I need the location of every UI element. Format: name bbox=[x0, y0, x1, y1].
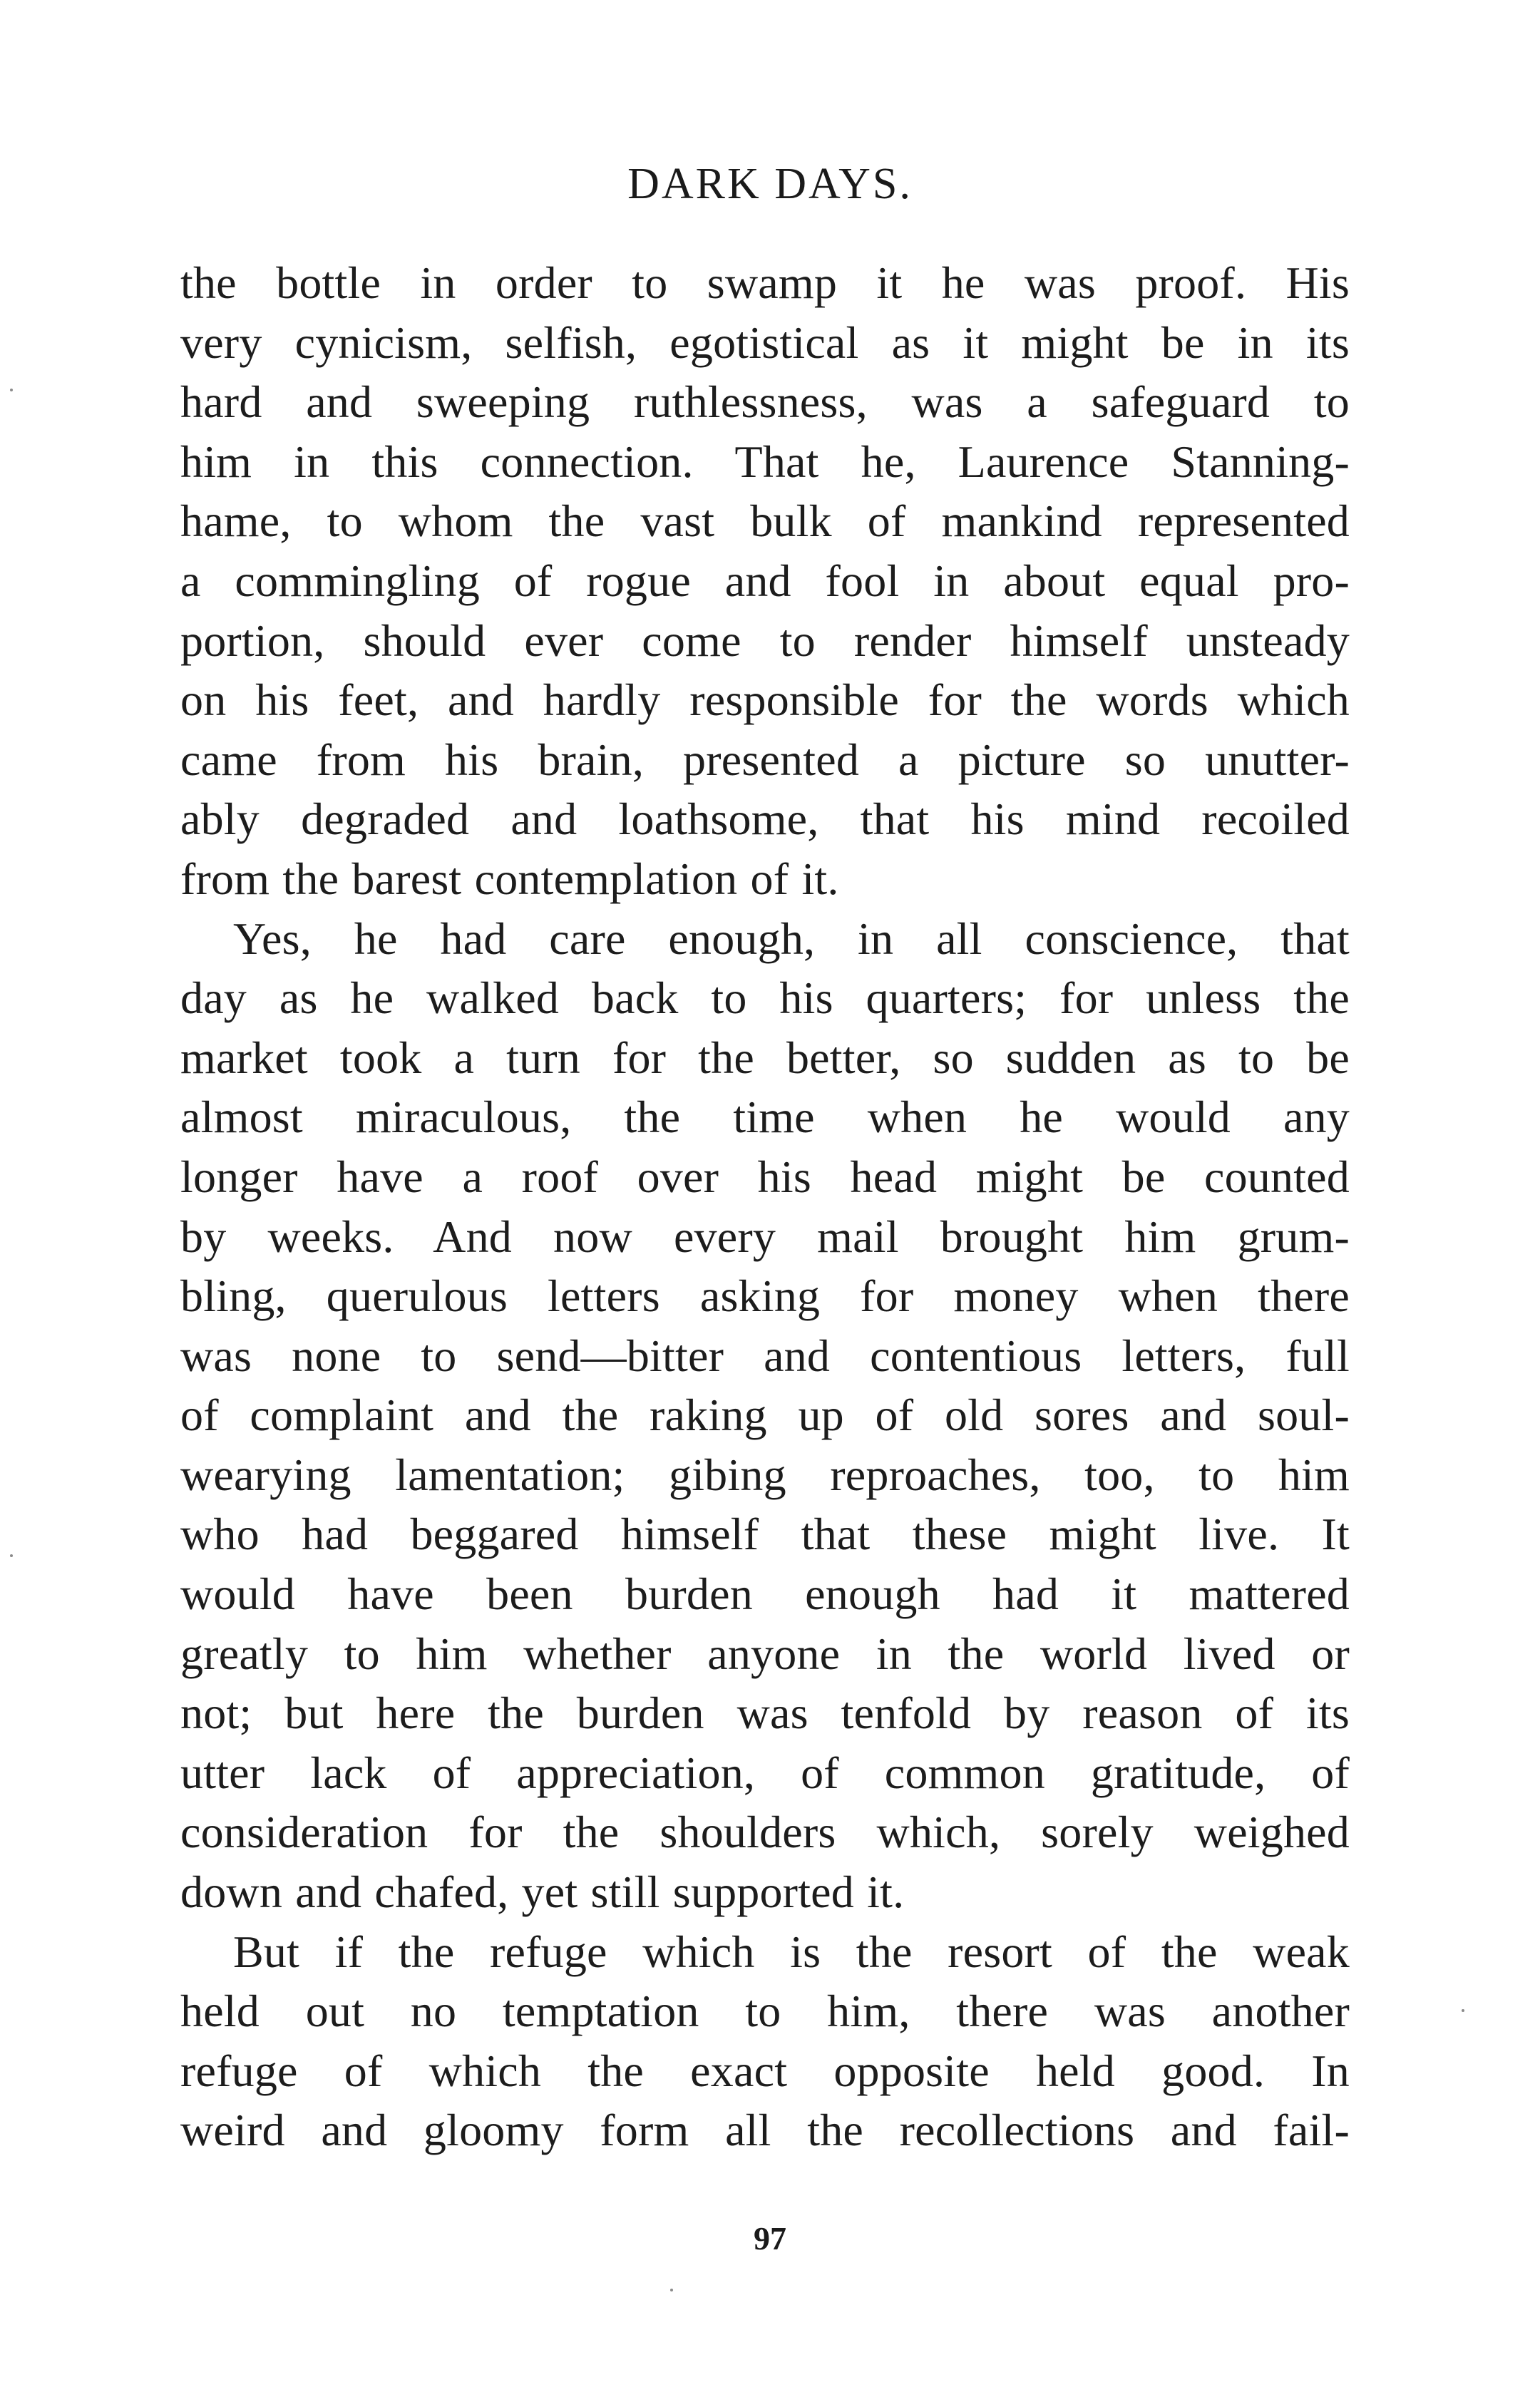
scan-speck bbox=[670, 2289, 673, 2291]
text-line: consideration for the shoulders which, sorely weighed bbox=[180, 1807, 1350, 1858]
text-line: portion, should ever come to render himself unsteady bbox=[180, 615, 1350, 666]
text-line: on his feet, and hardly responsible for the words which bbox=[180, 674, 1350, 726]
scan-speck bbox=[10, 1554, 13, 1557]
text-line: utter lack of appreciation, of common gratitude, of bbox=[180, 1747, 1350, 1798]
text-line: came from his brain, presented a picture so unutter- bbox=[180, 734, 1350, 785]
paragraph-3 bbox=[180, 1922, 1350, 2160]
body-text bbox=[180, 253, 1350, 2160]
text-line: the bottle in order to swamp it he was proof. His bbox=[180, 257, 1350, 308]
text-line: bling, querulous letters asking for money when there bbox=[180, 1271, 1350, 1322]
text-line: held out no temptation to him, there was another bbox=[180, 1986, 1350, 2037]
text-line: refuge of which the exact opposite held good. In bbox=[180, 2045, 1350, 2096]
text-line: very cynicism, selfish, egotistical as it might be in its bbox=[180, 317, 1350, 368]
page-number: 97 bbox=[754, 2220, 786, 2257]
text-line: weird and gloomy form all the recollections and fail- bbox=[180, 2105, 1350, 2156]
text-line: would have been burden enough had it mattered bbox=[180, 1569, 1350, 1620]
paragraph-1 bbox=[180, 253, 1350, 909]
scan-speck bbox=[10, 389, 13, 391]
text-line: hame, to whom the vast bulk of mankind represented bbox=[180, 496, 1350, 547]
text-line: not; but here the burden was tenfold by reason of its bbox=[180, 1688, 1350, 1739]
text-line: ably degraded and loathsome, that his mind recoiled bbox=[180, 794, 1350, 845]
text-line: But if the refuge which is the resort of the weak bbox=[233, 1926, 1350, 1977]
text-line: day as he walked back to his quarters; for unless the bbox=[180, 972, 1350, 1024]
text-line: down and chafed, yet still supported it. bbox=[180, 1867, 905, 1918]
text-line: by weeks. And now every mail brought him grum- bbox=[180, 1211, 1350, 1262]
text-line: hard and sweeping ruthlessness, was a safeguard to bbox=[180, 376, 1350, 428]
text-line: of complaint and the raking up of old sores and soul- bbox=[180, 1390, 1350, 1441]
running-head: DARK DAYS. bbox=[627, 160, 913, 208]
text-line: market took a turn for the better, so sudden as to be bbox=[180, 1032, 1350, 1083]
text-line: Yes, he had care enough, in all conscience, that bbox=[233, 913, 1350, 964]
text-line: who had beggared himself that these might live. It bbox=[180, 1509, 1350, 1560]
text-line: a commingling of rogue and fool in about equal pro- bbox=[180, 555, 1350, 606]
paragraph-2 bbox=[180, 909, 1350, 1922]
text-line: him in this connection. That he, Laurence Stanning- bbox=[180, 436, 1350, 487]
text-line: was none to send—bitter and contentious letters, full bbox=[180, 1330, 1350, 1381]
text-line: greatly to him whether anyone in the world lived or bbox=[180, 1628, 1350, 1679]
text-line: longer have a roof over his head might be counted bbox=[180, 1151, 1350, 1202]
text-line: from the barest contemplation of it. bbox=[180, 853, 839, 904]
scan-speck bbox=[1462, 2009, 1464, 2012]
text-line: wearying lamentation; gibing reproaches, too, to him bbox=[180, 1449, 1350, 1500]
text-line: almost miraculous, the time when he would any bbox=[180, 1092, 1350, 1143]
